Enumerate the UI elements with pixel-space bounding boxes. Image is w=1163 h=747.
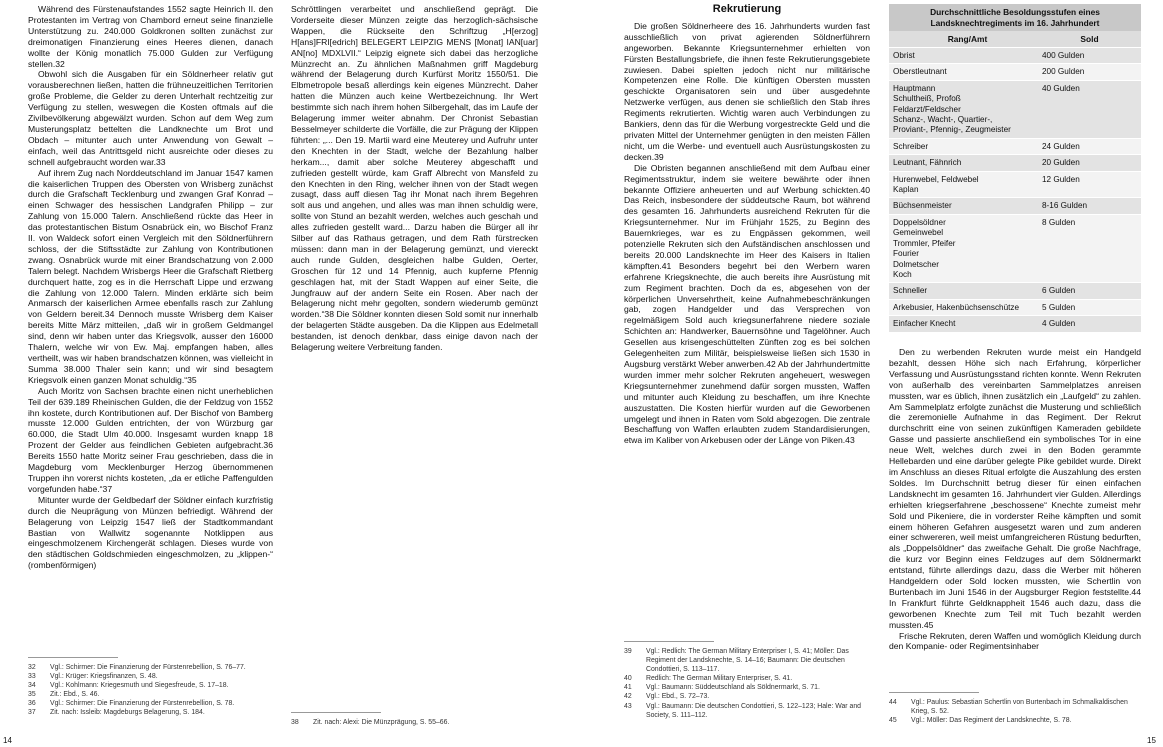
- footnote-text: Vgl.: Möller: Das Regiment der Landsknechte, S. 78.: [911, 717, 1072, 725]
- right-page-column-2: [889, 347, 1141, 652]
- right-footnotes-1: [624, 641, 870, 720]
- footnote-text: Vgl.: Ebd., S. 72–73.: [646, 693, 710, 701]
- table-row: [889, 198, 1141, 214]
- footnote: [624, 692, 870, 701]
- table-row: [889, 80, 1141, 138]
- footnote-number: 33: [28, 673, 36, 681]
- table-cell-pay: 40 Gulden: [1038, 80, 1141, 138]
- table-cell-pay: 400 Gulden: [1038, 48, 1141, 64]
- paragraph: Während des Fürstenaufstandes 1552 sagte Heinrich II. den Protestanten im Vertrag von Chambord erneut seine finanzielle Unterstützung zu. 240.000 Goldkronen sollten zunächst zur dreimonatigen Finanzierung eines Heeres dienen, danach wollte der König monatlich 75.000 Gulden zur Verfügung stellen.32: [28, 4, 273, 69]
- footnote-number: 39: [624, 648, 632, 655]
- table-cell-pay: 8-16 Gulden: [1038, 198, 1141, 214]
- footnote-number: 42: [624, 693, 632, 701]
- footnote-text: Vgl.: Paulus: Sebastian Schertlin von Burtenbach im Schmalkaldischen Krieg, S. 52.: [911, 699, 1128, 716]
- footnote: [28, 708, 273, 717]
- paragraph: Auch Moritz von Sachsen brachte einen nicht unerheblichen Teil der 639.189 Rheinischen Gulden, die der Feldzug von 1552 ihn kostete, durch Kontributionen auf. Der Bischof von Bamberg musste 12.000 Gulden entrichten, der von Würzburg gar 60.000, die Stadt Ulm 40.000. Insgesamt wurden knapp 18 Prozent der Gelder aus feindlichen Gebieten aufgebracht.36 Bereits 1550 hatte Moritz seiner Frau geschrieben, dass die in Magdeburg vom Mecklenburger Herzog übernommenen Truppen ihn vorerst nichts kosteten, „da er etliche Paffengulden vorgefunden habe.“37: [28, 385, 273, 494]
- footnote-text: Vgl.: Kohlmann: Kriegesmuth und Siegesfreude, S. 17–18.: [50, 682, 229, 690]
- table-cell-pay: 24 Gulden: [1038, 138, 1141, 154]
- table-cell-pay: 8 Gulden: [1038, 214, 1141, 282]
- right-page-column-1: [624, 4, 870, 446]
- footnote-text: Zit. nach: Issleib: Magdeburgs Belagerung, S. 184.: [50, 709, 205, 717]
- left-footnotes-2: [291, 712, 538, 727]
- footnote-text: Vgl.: Schirmer: Die Finanzierung der Fürstenrebellion, S. 78.: [50, 700, 235, 708]
- footnote: [624, 674, 870, 683]
- footnote: [624, 647, 870, 674]
- table-cell-rank: Oberstleutnant: [889, 64, 1038, 80]
- footnote-number: 38: [291, 719, 299, 726]
- footnote-number: 35: [28, 691, 36, 699]
- table-cell-rank: Arkebusier, Hakenbüchsenschütze: [889, 299, 1038, 315]
- paragraph: Mitunter wurde der Geldbedarf der Söldner einfach kurzfristig durch die Neuprägung von Münzen befriedigt. Während der Belagerung von Leipzig 1547 ließ der Stadtkommandant Bastian von Wallwitz sogenannte Notklippen aus eingeschmolzenem Kirchengerät schlagen. Dieses wurde von den städtischen Goldschmieden eingeschmolzen, zu „klippen-“ (rombenförmigen): [28, 494, 273, 571]
- left-page-column-1: [28, 4, 273, 571]
- paragraph: Obwohl sich die Ausgaben für ein Söldnerheer relativ gut vorausberechnen ließen, hatten die frühneuzeitlichen Territorien große Probleme, die Gelder zu deren Unterhalt rechtzeitig zur Verfügung zu stellen, weswegen die Kosten oftmals auf die Zivilbevölkerung abgewälzt wurden. Schon auf dem Weg zum Musterungsplatz bettelten die Landknechte um Brot und Obdach – mitunter auch unter Anwendung von Gewalt – einfach, weil das Antrittsgeld nicht ausreichte oder dieses zu schnell aufgebraucht worden war.33: [28, 69, 273, 167]
- table-row: [889, 214, 1141, 282]
- table-cell-pay: 5 Gulden: [1038, 299, 1141, 315]
- footnote: [624, 702, 870, 720]
- right-footnotes-2: [889, 692, 1141, 725]
- footnote: [28, 690, 273, 699]
- footnote-number: 40: [624, 675, 632, 683]
- footnote-number: 36: [28, 700, 36, 708]
- table-row: [889, 64, 1141, 80]
- paragraph: Den zu werbenden Rekruten wurde meist ein Handgeld bezahlt, dessen Höhe sich nach Erfahrung, körperlicher Verfassung und Ausrüstungsstand richten konnte. Wenn Rekruten von außerhalb des vereinbarten Sammelplatzes anreisen mussten, war es üblich, ihnen zusätzlich ein „Laufgeld“ zu zahlen. Am Sammelplatz erfolgte zunächst die Musterung und schließlich die zeremonielle Aufnahme in das Regiment. Der Rekrut durchschritt eine von seinen zukünftigen Kameraden gebildete Gasse und passierte anschließend ein symbolisches Tor in eine neue Welt, welches durch zwei in den Boden gerammte Hellebarden und eine darüber gelegte Pike gebildet wurde. Direkt im Anschluss an dieses Ritual erfolgte die Auszahlung des ersten Soldes. Im Durchschnitt betrug dieser für einen einfachen Landsknecht im gesamten 16. Jahrhundert vier Gulden. Allerdings erhielten kriegserfahrene „beschossene“ Knechte zumeist mehr Sold und Pikeniere, die in vorderster Reihe kämpften und somit einem höheren Gefahren ausgesetzt waren und zum anderen einer schwereren, weil meist umfangreicheren Rüstung bedurften, als „Doppelsöldner“ das zweifache Gehalt. Die große Nachfrage, die kurz vor Beginn eines Feldzuges auf dem Söldnermarkt entstand, führte allerdings dazu, dass die Werber mit höheren Handgeldern oder Sold locken mussten, wie Schertlin von Burtenbach im Juni 1546 in der Augsburger Region feststellte.44 In Frankfurt führte Geldknappheit 1546 auch dazu, dass die geworbenen Knechte zum Teil mit Tuch bezahlt werden mussten.45: [889, 347, 1141, 630]
- table-row: [889, 48, 1141, 64]
- table-row: [889, 299, 1141, 315]
- pay-table: [889, 4, 1141, 333]
- table-cell-rank: Schneller: [889, 283, 1038, 299]
- table-cell-rank: Obrist: [889, 48, 1038, 64]
- footnote-number: 45: [889, 717, 897, 725]
- table-cell-pay: 20 Gulden: [1038, 155, 1141, 171]
- paragraph: Die Obristen begannen anschließend mit dem Aufbau einer Regimentsstruktur, indem sie weitere bewährte oder ihnen bekannte Offiziere anheuerten und auf Werbung schickten.40 Das Reich, insbesondere der süddeutsche Raum, bot während des gesamten 16. Jahrhunderts ausreichend Rekruten für die Kriegsunternehmer. Nur im Frühjahr 1525, zu Beginn des Bauernkrieges, war es zu Engpässen gekommen, weil potenzielle Rekruten sich den Aufständischen anschlossen und bereits 20.000 Landsknechte im Heer des Kaisers in Italien kämpften.41 Besonders begehrt bei den Werbern waren erfahrene Kriegsknechte, die auch bereits ihre Ausrüstung mit zum Regiment brachten. Doch da es, abgesehen von der körperlichen Unversehrtheit, keine Aufnahmebeschränkungen gab, zogen Handgelder und das Versprechen von regelmäßigem Sold auch kriegsunerfahrene niedere soziale Schichten an: Handwerker, Bauernsöhne und Tagelöhner. Auch Gesellen aus krisengeschüttelten Zünften zog es bei solchen Gelegenheiten zum Militär, beispielsweise ließen sich 1530 in Augsburg verstärkt Weber anwerben.42 Ab der Jahrhundertmitte wurden immer mehr solcher Rekruten angeheuert, weswegen Kriegsunternehmer zunehmend dafür sorgen mussten, Waffen und mitunter auch Kleidung zu beschaffen, um ihre Knechte auszustatten. Die Kosten hierfür wurden auf die Geworbenen umgelegt und ihnen in Raten vom Sold abgezogen. Die zentrale Beschaffung von Waffen erlaubten zudem Standardisierungen, etwa im Kaliber von Arkebusen oder der Länge von Piken.43: [624, 162, 870, 446]
- pay-table-header-rank: Rang/Amt: [947, 34, 988, 44]
- footnote-number: 41: [624, 684, 632, 692]
- paragraph: Frische Rekruten, deren Waffen und womöglich Kleidung durch den Kompanie- oder Regimentsinhaber: [889, 630, 1141, 652]
- table-cell-rank: Doppelsöldner Gemeinwebel Trommler, Pfeifer Fourier Dolmetscher Koch: [889, 214, 1038, 282]
- paragraph: Auf ihrem Zug nach Norddeutschland im Januar 1547 kamen die kaiserlichen Truppen des Obersten von Wrisberg zunächst durch die Grafschaft Tecklenburg und zwangen Graf Konrad – einen Schwager des hessischen Landgrafen Philipp – zur Zahlung von 15.000 Talern. Anschließend rückte das Heer in das protestantischen Bistum Osnabrück ein, wo Bischof Franz II. von Waldeck sofort einen Vergleich mit den Söldnerführern schloss, der die Stiftsstädte zur Zahlung von Kontributionen zwang. Osnabrück wurde mit einer Brandschatzung von 2.000 Talern belegt. Nachdem Wrisbergs Heer die Grafschaft Rietberg durchquert hatte, zog es in die Herrschaft Lippe und erzwang die Zahlung von 12.000 Talern. Minden erklärte sich beim Anmarsch der kaiserlichen Armee ebenfalls rasch zur Zahlung von Geldern bereit.34 Dennoch musste Wrisberg dem Kaiser bereits Mitte März mitteilen, „daß wir in großem Geldmangel sind, denn wir haben unter das Kriegsvolk, ausser den 16000 Thalern, welche wir von Ew. Maj. empfangen haben, alles vertheilt, was wir haben brandschatzen können, was vielleicht in Summa 38.000 Thaler sein kann; und wir sind besagtem Kriegsvolk einen ganzen Monat schuldig.“35: [28, 167, 273, 385]
- pay-table-title: Durchschnittliche Besoldungsstufen eines Landsknechtregiments im 16. Jahrhundert: [889, 4, 1141, 31]
- footnote: [889, 698, 1141, 716]
- table-cell-rank: Einfacher Knecht: [889, 316, 1038, 332]
- footnote-text: Vgl.: Baumann: Süddeutschland als Söldnermarkt, S. 71.: [646, 684, 820, 692]
- table-cell-rank: Schreiber: [889, 138, 1038, 154]
- paragraph: Die großen Söldnerheere des 16. Jahrhunderts wurden fast ausschließlich von privat agierenden Söldnerführern angeworben. Bekannte Kriegsunternehmer erhielten von Fürsten Bestallungsbriefe, die ihnen feste Rekrutierungsgebiete zuwiesen. Dabei spielten jedoch nicht nur militärische Kompetenzen eine Rolle. Die künftigen Obersten mussten geschickte Organisatoren sein und über ausgedehnte Netzwerke verfügen, aus denen sie schließlich den Stab ihres Regiments rekrutierten. Wichtig waren auch Verbindungen zu Bankiers, denn das für die Werbung vorgestreckte Geld und die privaten Mittel der Unternehmer genügten in den meisten Fällen nicht, um die Werbe- und eventuell auch Ausrüstungskosten zu decken.39: [624, 20, 870, 162]
- footnote: [28, 663, 273, 672]
- footnote: [28, 699, 273, 708]
- table-row: [889, 138, 1141, 154]
- footnote-number: 37: [28, 709, 36, 717]
- table-cell-rank: Hurenwebel, Feldwebel Kaplan: [889, 171, 1038, 198]
- footnote-text: Vgl.: Redlich: The German Military Enterpriser I, S. 41; Möller: Das Regiment der Landsknechte, S. 14–16; Baumann: Die deutschen Condottieri, S. 113–117.: [646, 648, 849, 674]
- table-cell-rank: Leutnant, Fähnrich: [889, 155, 1038, 171]
- table-cell-pay: 200 Gulden: [1038, 64, 1141, 80]
- pay-table-header: [889, 31, 1141, 48]
- footnote: [624, 683, 870, 692]
- footnote: [28, 681, 273, 690]
- left-page-column-2: [291, 4, 538, 353]
- footnote-text: Vgl.: Krüger: Kriegsfinanzen, S. 48.: [50, 673, 158, 681]
- page-number-right: 15: [1147, 736, 1156, 745]
- paragraph: Schröttlingen verarbeitet und anschließend geprägt. Die Vorderseite dieser Münzen zeigte das herzoglich-sächsische Wappen, die Rückseite den Schriftzug „H[erzog] H[ans]FRI[edrich] BELEGERT LEIPZIG MENS [Monat] IAN[uar] AN[no] MDXLVII.“ Leipzig eignete sich dabei das herzogliche Münzrecht an. Zu ähnlichen Maßnahmen griff Magdeburg während der Belagerung durch Kurfürst Moritz 1550/51. Die Elbmetropole besaß allerdings kein eigenes Münzrecht. Daher hatten die Münzen auch keine Wertbezeichnung. Ihr Wert bestimmte sich nach ihrem hohen Silbergehalt, das im Laufe der Belagerung immer weiter abnahm. Der Chronist Sebastian Besselmeyer schilderte die Vorfälle, die zur Prägung der Klippen führten: „... Den 19. Martii ward eine Meuterey und Aufruhr unter den Knechten in der Stadt, welche der Bezahlung halber herkam..., damit aber solche Meuterey abgeschafft und zufrieden gestellt würde, kam Graff Albrecht von Mansfeld zu den Knechten in den Ring, welcher ihnen von der Stadt wegen zusagt, dass auff diesen Tag ihr Monat nach ihrem Begehren solt aus und angehen, und alles was man ihnen schuldig were, sollte von Stund an bezahlt werden, welches auch geschah und alles zufrieden gestellt ward... Darzu haben die Bürger all ihr Silber auf das Rathaus getragen, und dem Rath fürstrecken müssen: dann man in der Belagerung gemünzt, und viereckt auch runde Gulden, desgleichen halbe Gulden, Oerter, Groschen für 12 und 14 Pfennig, auch kupferne Pfennig geschlagen hat, mit der Stadt Wappen auf einer Seite, die Jungfrauw auf der andern Seite ein Rosen. Aber nach der Belagerung nicht mehr gegolten, sondern wiederumb gemünzt worden.“38 Die Söldner konnten diesen Sold somit nur innerhalb der belagerten Städte ausgeben. Da die Klippen aus Edelmetall bestanden, ist denoch denkbar, dass einige davon nach der Belagerung weitere Verbreitung fanden.: [291, 4, 538, 353]
- table-cell-rank: Büchsenmeister: [889, 198, 1038, 214]
- table-row: [889, 283, 1141, 299]
- footnote: [889, 716, 1141, 725]
- pay-table-body: [889, 48, 1141, 333]
- table-cell-pay: 4 Gulden: [1038, 316, 1141, 332]
- table-cell-rank: Hauptmann Schultheiß, Profoß Feldarzt/Feldscher Schanz-, Wacht-, Quartier-, Proviant-, Pfennig-, Zeugmeister: [889, 80, 1038, 138]
- footnote-text: Redlich: The German Military Enterpriser, S. 41.: [646, 675, 793, 683]
- footnote: [28, 672, 273, 681]
- footnote-number: 34: [28, 682, 36, 690]
- table-cell-pay: 12 Gulden: [1038, 171, 1141, 198]
- table-row: [889, 171, 1141, 198]
- table-row: [889, 316, 1141, 332]
- footnote-number: 44: [889, 699, 897, 706]
- footnote: [291, 718, 538, 727]
- table-cell-pay: 6 Gulden: [1038, 283, 1141, 299]
- section-heading: Rekrutierung: [712, 3, 782, 15]
- footnote-number: 32: [28, 664, 36, 671]
- left-footnotes-1: [28, 657, 273, 718]
- footnote-text: Vgl.: Baumann: Die deutschen Condottieri, S. 122–123; Hale: War and Society, S. 111–112.: [646, 702, 862, 719]
- table-row: [889, 155, 1141, 171]
- footnote-text: Zit. nach: Alexi: Die Münzprägung, S. 55–66.: [313, 719, 450, 726]
- footnote-number: 43: [624, 702, 632, 710]
- page-number-left: 14: [3, 736, 12, 745]
- footnote-text: Vgl.: Schirmer: Die Finanzierung der Fürstenrebellion, S. 76–77.: [50, 664, 246, 671]
- footnote-text: Zit.: Ebd., S. 46.: [50, 691, 100, 699]
- pay-table-header-pay: Sold: [1080, 34, 1099, 44]
